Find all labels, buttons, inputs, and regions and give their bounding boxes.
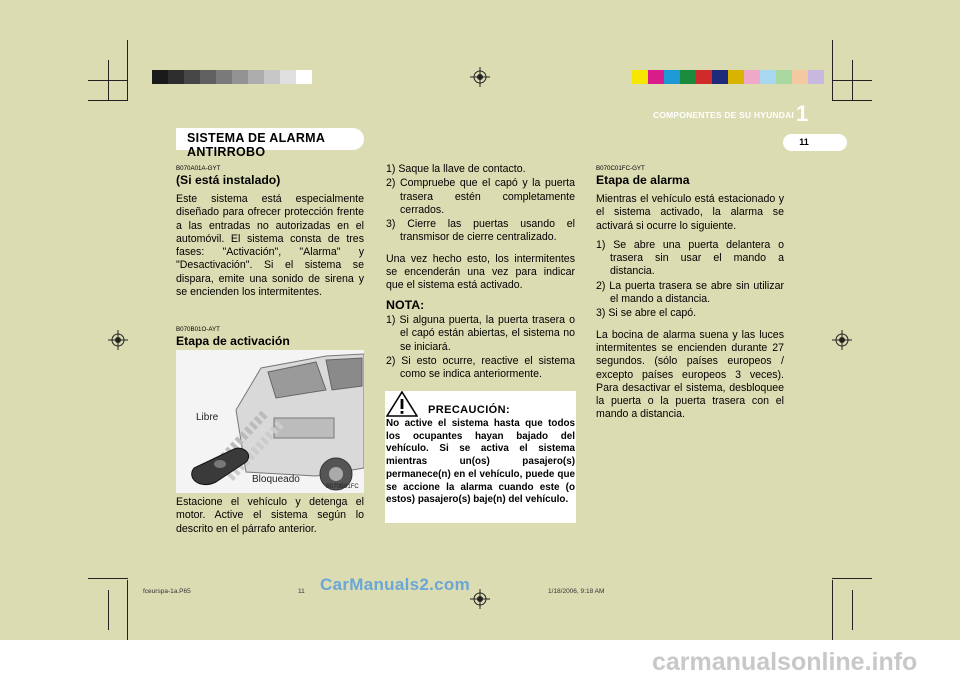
calibration-swatch: [216, 70, 232, 84]
warning-triangle-icon: [386, 391, 418, 417]
footer-page: 11: [298, 588, 305, 595]
registration-target-icon: [108, 330, 128, 350]
section-code: B070C01FC-GYT: [596, 165, 645, 172]
crop-mark: [127, 40, 128, 100]
calibration-swatch: [680, 70, 696, 84]
calibration-swatch: [632, 70, 648, 84]
list-item: 1) Se abre una puerta delantera o trasera sin usar el mando a distancia.: [596, 238, 784, 278]
calibration-swatch: [248, 70, 264, 84]
page-number: 11: [799, 137, 809, 147]
heading-activation: Etapa de activación: [176, 334, 290, 348]
list-item: 1) Si alguna puerta, la puerta trasera o el capó están abiertas, el sistema no se iniciará.: [386, 313, 575, 353]
crop-mark: [832, 580, 833, 640]
caution-heading: PRECAUCIÓN:: [428, 404, 511, 416]
left-column: [176, 165, 364, 305]
registration-target-icon: [470, 67, 490, 87]
right-column: [596, 165, 784, 428]
crop-mark: [832, 40, 833, 100]
calibration-swatch: [200, 70, 216, 84]
section-code: B070B01O-AYT: [176, 326, 220, 333]
crop-mark: [88, 80, 128, 81]
list-item: 3) Cierre las puertas usando el transmisor de cierre centralizado.: [386, 218, 575, 244]
crop-mark: [88, 100, 128, 101]
footer-date: 1/18/2006, 9:18 AM: [548, 588, 605, 595]
figure-code: B070B01FC: [326, 484, 359, 490]
gray-calibration-bars: [152, 70, 312, 84]
section-title: SISTEMA DE ALARMA ANTIRROBO: [187, 131, 325, 159]
crop-mark: [127, 580, 128, 640]
alarm-conditions: [596, 239, 784, 321]
middle-column: [386, 163, 575, 389]
calibration-swatch: [664, 70, 680, 84]
chapter-title: COMPONENTES DE SU HYUNDAI: [652, 110, 794, 120]
registration-target-icon: [832, 330, 852, 350]
crop-mark: [88, 578, 128, 579]
label-free: Libre: [196, 412, 219, 423]
note-list: [386, 314, 575, 381]
activation-steps: [386, 163, 575, 245]
calibration-swatch: [728, 70, 744, 84]
list-item: 2) Compruebe que el capó y la puerta trasera estén completamente cerrados.: [386, 177, 575, 216]
calibration-swatch: [280, 70, 296, 84]
section-code: B070A01A-GYT: [176, 165, 221, 172]
heading-installed: (Si está instalado): [176, 173, 281, 187]
list-item: 3) Si se abre el capó.: [596, 307, 697, 320]
calibration-swatch: [808, 70, 824, 84]
calibration-swatch: [744, 70, 760, 84]
calibration-swatch: [696, 70, 712, 84]
calibration-swatch: [760, 70, 776, 84]
calibration-swatch: [152, 70, 168, 84]
crop-mark: [832, 80, 872, 81]
list-item: 2) Si esto ocurre, reactive el sistema como se indica anteriormente.: [386, 354, 575, 381]
key-fob-car-illustration: [176, 350, 364, 493]
calibration-swatch: [232, 70, 248, 84]
calibration-swatch: [776, 70, 792, 84]
calibration-swatch: [168, 70, 184, 84]
note-heading: NOTA:: [386, 297, 425, 312]
caution-text: No active el sistema hasta que todos los ocupantes hayan bajado del vehículo. Si se activa el sistema mientras un(os) pasajero(s) permanece(n) en el vehículo, puede que se accione la alarma cuando este (o estos) pasajero(s) baje(n) del vehículo.: [386, 418, 575, 506]
calibration-swatch: [184, 70, 200, 84]
left-column-bottom: [176, 496, 364, 542]
label-locked: Bloqueado: [252, 474, 300, 485]
calibration-swatch: [792, 70, 808, 84]
calibration-swatch: [712, 70, 728, 84]
intro-paragraph: Este sistema está especialmente diseñado para ofrecer protección frente a las entradas no autorizadas en el automóvil. El sistema consta de tres fases: "Activación", "Alarma" y "Desactivación". Si el sistema se dispara, emite una sonido de sirena y se encienden los intermitentes.: [176, 193, 364, 299]
registration-target-icon: [470, 589, 490, 609]
list-item: 2) La puerta trasera se abre sin utilizar el mando a distancia.: [596, 279, 784, 306]
park-paragraph: Estacione el vehículo y detenga el motor. Active el sistema según lo descrito en el párrafo anterior.: [176, 496, 364, 535]
watermark-site[interactable]: carmanualsonline.info: [652, 648, 918, 676]
alarm-intro: Mientras el vehículo está estacionado y el sistema activado, la alarma se activará si ocurre lo siguiente.: [596, 193, 784, 232]
flash-paragraph: Una vez hecho esto, los intermitentes se encenderán una vez para indicar que el sistema está activado.: [386, 252, 575, 292]
calibration-swatch: [648, 70, 664, 84]
calibration-swatch: [264, 70, 280, 84]
calibration-swatch: [296, 70, 312, 84]
chapter-number: 1: [796, 101, 809, 126]
list-item: 1) Saque la llave de contacto.: [386, 163, 526, 175]
footer-file: fceurspa-1a.P65: [143, 588, 191, 595]
crop-mark: [832, 578, 872, 579]
crop-mark: [832, 100, 872, 101]
color-calibration-bars: [632, 70, 824, 84]
crop-mark: [108, 590, 109, 630]
alarm-paragraph: La bocina de alarma suena y las luces intermitentes se encienden durante 27 segundos. (sólo países europeos / excepto países europeos 3 veces). Para desactivar el sistema, desbloquee la puerta o la puerta trasera con el mando a distancia.: [596, 328, 784, 421]
watermark-logo[interactable]: CarManuals2.com: [320, 575, 470, 594]
crop-mark: [852, 590, 853, 630]
heading-alarm: Etapa de alarma: [596, 173, 690, 187]
